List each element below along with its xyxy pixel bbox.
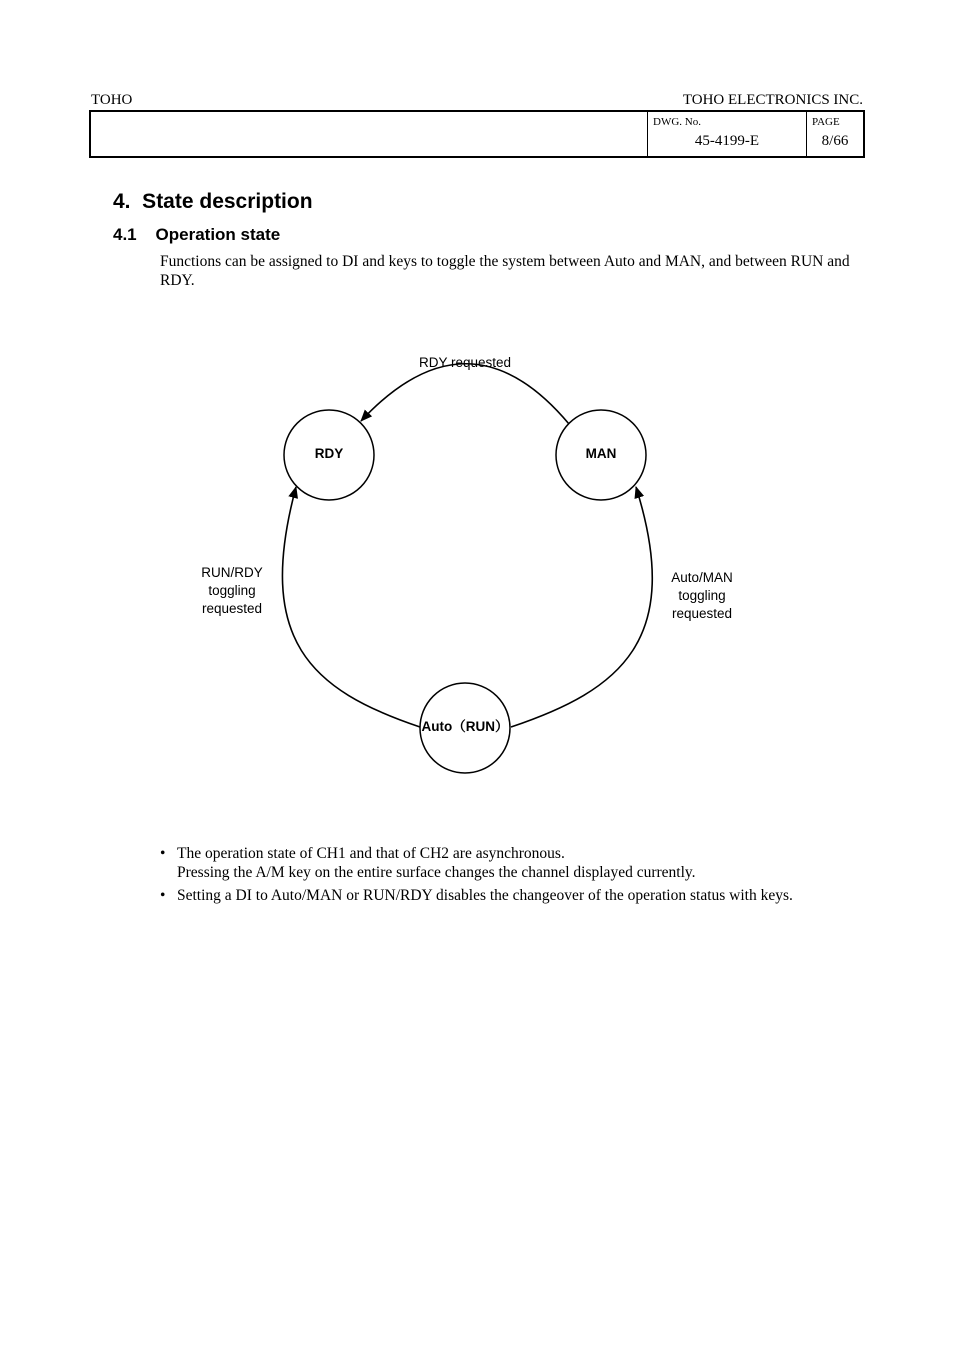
edge-label-run-rdy-toggling: RUN/RDY toggling requested [201, 565, 263, 616]
list-item: • The operation state of CH1 and that of CH2 are asynchronous. Pressing the A/M key on the entire surface changes the channel displayed currently. [160, 845, 696, 881]
edge-label-auto-man-toggling: Auto/MAN toggling requested [671, 570, 733, 621]
state-label-auto-run: Auto（RUN） [421, 719, 509, 734]
edge-auto-to-rdy [282, 487, 420, 727]
page-label: PAGE [812, 116, 840, 128]
notes-list [160, 844, 840, 909]
company-short-name: TOHO [91, 92, 133, 108]
drawing-number-label: DWG. No. [653, 116, 701, 128]
section-title: 4. State description [113, 190, 313, 213]
edge-label-rdy-requested: RDY requested [418, 355, 512, 370]
drawing-number-value: 45-4199-E [694, 133, 760, 149]
edge-auto-to-man [511, 487, 652, 727]
bullet-icon: • [160, 887, 166, 904]
subsection-title: 4.1 Operation state [113, 225, 281, 244]
intro-paragraph: Functions can be assigned to DI and keys to toggle the system between Auto and MAN, and between RUN and RDY. [160, 253, 850, 289]
state-label-rdy: RDY [314, 446, 344, 461]
list-item: • Setting a DI to Auto/MAN or RUN/RDY disables the changeover of the operation status with keys. [160, 887, 793, 904]
bullet-icon: • [160, 845, 166, 862]
state-label-man: MAN [585, 446, 617, 461]
company-full-name: TOHO ELECTRONICS INC. [682, 92, 863, 108]
page-number: 8/66 [821, 133, 849, 149]
